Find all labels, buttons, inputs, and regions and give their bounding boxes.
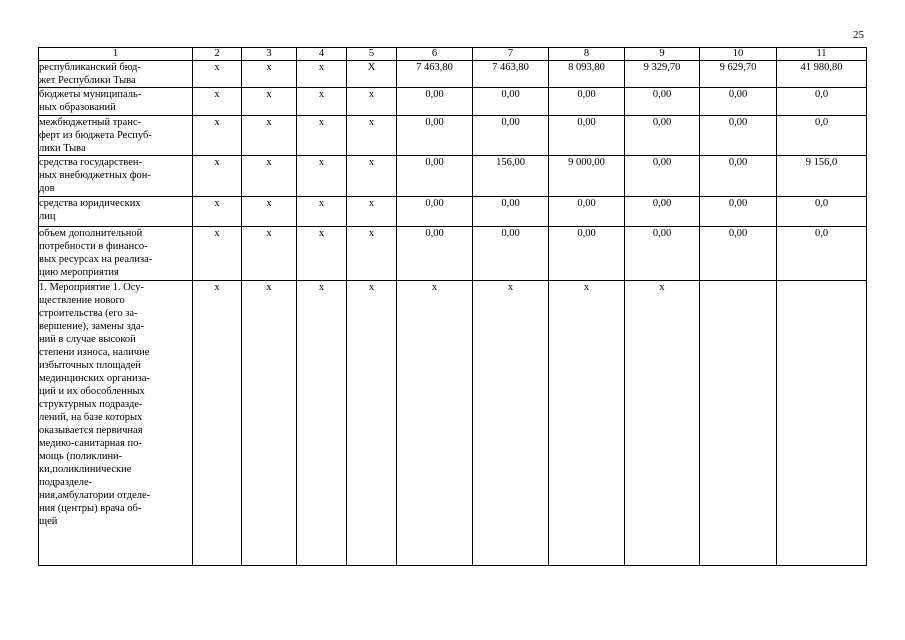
table-row (39, 61, 867, 88)
column-header: 7 (473, 48, 549, 61)
row-label: объем дополнительной потребности в финансо- вых ресурсах на реализа- цию мероприятия (39, 227, 193, 281)
table-cell: х (297, 156, 347, 197)
header-row (39, 48, 867, 61)
table-cell: 0,00 (700, 156, 777, 197)
table-cell: 0,0 (777, 116, 867, 156)
table-cell: х (193, 227, 242, 281)
table-cell: 0,00 (397, 156, 473, 197)
table-cell: 7 463,80 (473, 61, 549, 88)
column-header: 11 (777, 48, 867, 61)
row-label: республиканский бюд- жет Республики Тыва (39, 61, 193, 88)
table-cell: 0,00 (397, 227, 473, 281)
table-cell: 0,00 (625, 197, 700, 227)
table-row (39, 281, 867, 566)
table-cell: х (347, 197, 397, 227)
table-cell: х (297, 116, 347, 156)
column-header: 8 (549, 48, 625, 61)
table-cell: х (242, 116, 297, 156)
table-cell: х (193, 116, 242, 156)
table-cell: х (297, 61, 347, 88)
table-row (39, 88, 867, 116)
table-cell: х (347, 156, 397, 197)
table-cell: 0,00 (700, 116, 777, 156)
table-cell: 0,00 (700, 197, 777, 227)
table-cell: х (549, 281, 625, 566)
table-cell: Х (347, 61, 397, 88)
table-cell: х (193, 61, 242, 88)
column-header: 10 (700, 48, 777, 61)
table-cell: 0,00 (397, 88, 473, 116)
table-cell: 0,00 (549, 227, 625, 281)
table-cell: 0,00 (625, 156, 700, 197)
table-cell: х (347, 88, 397, 116)
table-row (39, 227, 867, 281)
table-cell: 9 156,0 (777, 156, 867, 197)
table-cell: х (625, 281, 700, 566)
table-cell: 0,00 (700, 88, 777, 116)
column-header: 6 (397, 48, 473, 61)
table-cell: 0,00 (473, 116, 549, 156)
table-cell: 7 463,80 (397, 61, 473, 88)
table-cell (777, 281, 867, 566)
table-cell: х (473, 281, 549, 566)
table-cell: х (242, 156, 297, 197)
table-cell: х (297, 227, 347, 281)
table-cell: 9 000,00 (549, 156, 625, 197)
table-cell: 0,0 (777, 227, 867, 281)
table-cell: 0,00 (473, 88, 549, 116)
column-header: 2 (193, 48, 242, 61)
row-label: средства государствен- ных внебюджетных фон- дов (39, 156, 193, 197)
table-cell: 41 980,80 (777, 61, 867, 88)
table-cell: х (193, 88, 242, 116)
table-cell: х (397, 281, 473, 566)
row-label: межбюджетный транс- ферт из бюджета Респуб- лики Тыва (39, 116, 193, 156)
table-cell: х (242, 61, 297, 88)
row-label: бюджеты муниципаль- ных образований (39, 88, 193, 116)
table-cell: 9 629,70 (700, 61, 777, 88)
table-cell: х (242, 281, 297, 566)
column-header: 5 (347, 48, 397, 61)
table-cell: 0,00 (625, 116, 700, 156)
table-cell: х (242, 197, 297, 227)
table-row (39, 197, 867, 227)
table-cell: 0,00 (549, 88, 625, 116)
page-number: 25 (853, 29, 864, 41)
table-cell: х (242, 227, 297, 281)
budget-table (38, 47, 867, 566)
table-cell: 0,00 (397, 116, 473, 156)
table-row (39, 116, 867, 156)
table-cell: х (347, 281, 397, 566)
table-cell: х (347, 116, 397, 156)
table-cell: х (297, 281, 347, 566)
table-cell: 0,00 (473, 197, 549, 227)
table-cell: 0,00 (625, 88, 700, 116)
column-header: 9 (625, 48, 700, 61)
table-cell: х (297, 88, 347, 116)
table-cell: 0,0 (777, 197, 867, 227)
table-cell: х (347, 227, 397, 281)
table-cell: 9 329,70 (625, 61, 700, 88)
table-cell: 0,00 (473, 227, 549, 281)
row-label: средства юридических лиц (39, 197, 193, 227)
table-cell: 0,0 (777, 88, 867, 116)
table-cell: 0,00 (549, 116, 625, 156)
table-cell: х (193, 197, 242, 227)
table-cell: х (193, 281, 242, 566)
table-cell: 0,00 (397, 197, 473, 227)
table-cell: х (297, 197, 347, 227)
table-cell: 0,00 (549, 197, 625, 227)
table-cell: 8 093,80 (549, 61, 625, 88)
table-body (39, 61, 867, 566)
table-cell: х (242, 88, 297, 116)
table-cell: 0,00 (625, 227, 700, 281)
row-label: 1. Мероприятие 1. Осу- ществление нового строительства (его за- вершение), замены зда- ний в случае высокой степени износа, наличие избыточных площадей мединцинских организа- ций и их обособленных структурных подразде- лений, на базе которых оказывается первичная медико-санитарная по- мощь (поликлини- ки,поликлинические подразделе- ния,амбулатории отделе- ния (центры) врача об- щей (39, 281, 193, 566)
column-header: 4 (297, 48, 347, 61)
table-cell: х (193, 156, 242, 197)
column-header: 3 (242, 48, 297, 61)
table-row (39, 156, 867, 197)
table-cell (700, 281, 777, 566)
table-cell: 0,00 (700, 227, 777, 281)
column-header: 1 (39, 48, 193, 61)
table-cell: 156,00 (473, 156, 549, 197)
